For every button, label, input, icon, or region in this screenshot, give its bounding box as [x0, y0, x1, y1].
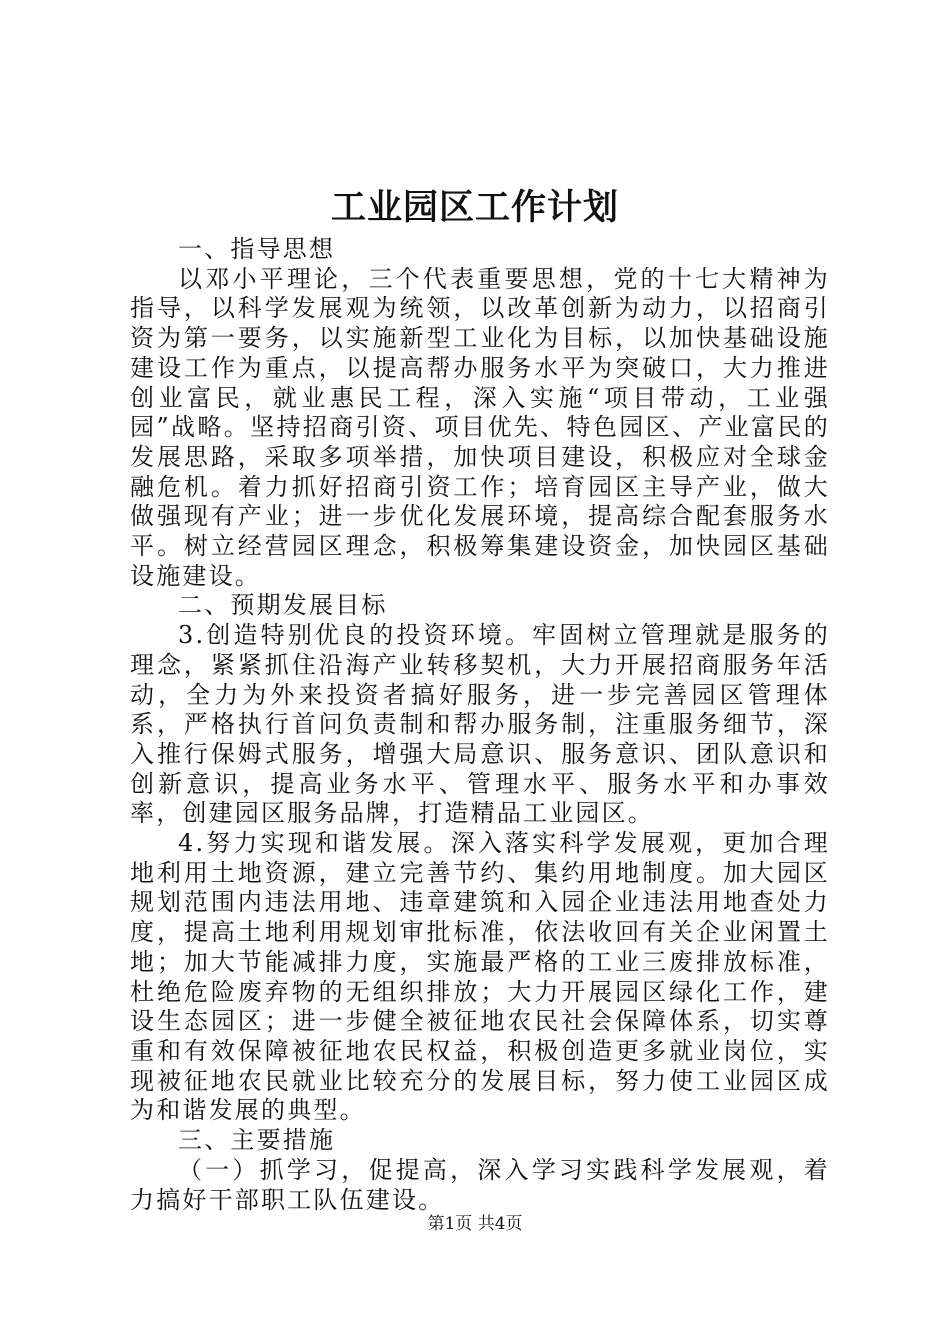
paragraph-goal-3: 3.创造特别优良的投资环境。牢固树立管理就是服务的理念，紧紧抓住沿海产业转移契机，大力开展招商服务年活动，全力为外来投资者搞好服务，进一步完善园区管理体系，严格执行首问负责制和帮办服务制，注重服务细节，深入推行保姆式服务，增强大局意识、服务意识、团队意识和创新意识，提高业务水平、管理水平、服务水平和办事效率，创建园区服务品牌，打造精品工业园区。: [130, 621, 830, 828]
document-body: [130, 235, 830, 1215]
section-heading-main-measures: 三、主要措施: [178, 1126, 336, 1155]
section-heading-expected-goals: 二、预期发展目标: [178, 591, 388, 620]
section-heading-guiding-ideology: 一、指导思想: [178, 235, 336, 263]
paragraph-measure-1: （一）抓学习，促提高，深入学习实践科学发展观，着力搞好干部职工队伍建设。: [130, 1155, 830, 1214]
paragraph-goal-4: 4.努力实现和谐发展。深入落实科学发展观，更加合理地利用土地资源，建立完善节约、集约用地制度。加大园区规划范围内违法用地、违章建筑和入园企业违法用地查处力度，提高土地利用规划审批标准，依法收回有关企业闲置土地；加大节能减排力度，实施最严格的工业三废排放标准，杜绝危险废弃物的无组织排放；大力开展园区绿化工作，建设生态园区；进一步健全被征地农民社会保障体系，切实尊重和有效保障被征地农民权益，积极创造更多就业岗位，实现被征地农民就业比较充分的发展目标，努力使工业园区成为和谐发展的典型。: [130, 829, 830, 1125]
page-footer: 第1页 共4页: [427, 1214, 523, 1234]
document-title: 工业园区工作计划: [330, 187, 619, 228]
paragraph-guiding-ideology: 以邓小平理论，三个代表重要思想，党的十七大精神为指导，以科学发展观为统领，以改革创新为动力，以招商引资为第一要务，以实施新型工业化为目标，以加快基础设施建设工作为重点，以提高帮办服务水平为突破口，大力推进创业富民，就业惠民工程，深入实施“项目带动，工业强园”战略。坚持招商引资、项目优先、特色园区、产业富民的发展思路，采取多项举措，加快项目建设，积极应对全球金融危机。着力抓好招商引资工作；培育园区主导产业，做大做强现有产业；进一步优化发展环境，提高综合配套服务水平。树立经营园区理念，积极筹集建设资金，加快园区基础设施建设。: [130, 264, 830, 590]
